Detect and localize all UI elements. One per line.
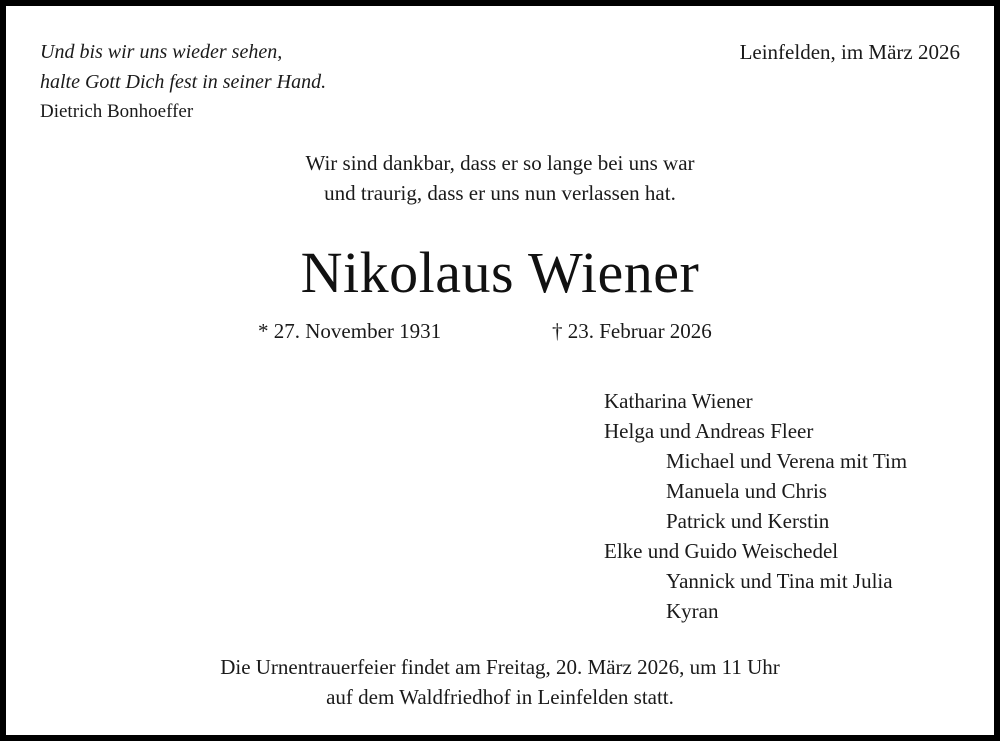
mourner-name: Patrick und Kerstin [666, 509, 830, 533]
gratitude-text [6, 148, 994, 208]
motto-author: Dietrich Bonhoeffer [40, 101, 194, 122]
mourner-name: Yannick und Tina mit Julia [666, 569, 893, 593]
mourner-name: Manuela und Chris [666, 479, 827, 503]
mourner-name: Katharina Wiener [604, 389, 753, 413]
ceremony-line: Die Urnentrauerfeier findet am Freitag, 20. März 2026, um 11 Uhr [220, 655, 780, 679]
birth-date: * 27. November 1931 [258, 319, 442, 343]
ceremony-info [6, 652, 994, 712]
motto-line: Und bis wir uns wieder sehen, [40, 41, 283, 63]
mourner-name: Michael und Verena mit Tim [666, 449, 908, 473]
mourner-list [604, 386, 907, 626]
ceremony-line: auf dem Waldfriedhof in Leinfelden statt. [326, 685, 674, 709]
death-date: † 23. Februar 2026 [552, 319, 712, 343]
mourner-name: Kyran [666, 599, 719, 623]
place-date: Leinfelden, im März 2026 [739, 40, 960, 64]
mourner-name: Helga und Andreas Fleer [604, 419, 814, 443]
gratitude-line: Wir sind dankbar, dass er so lange bei uns war [305, 151, 695, 175]
gratitude-line: und traurig, dass er uns nun verlassen hat. [324, 181, 676, 205]
mourner-name: Elke und Guido Weischedel [604, 539, 839, 563]
motto-line: halte Gott Dich fest in seiner Hand. [40, 71, 327, 93]
deceased-name: Nikolaus Wiener [300, 240, 700, 305]
motto-quote [40, 37, 326, 127]
